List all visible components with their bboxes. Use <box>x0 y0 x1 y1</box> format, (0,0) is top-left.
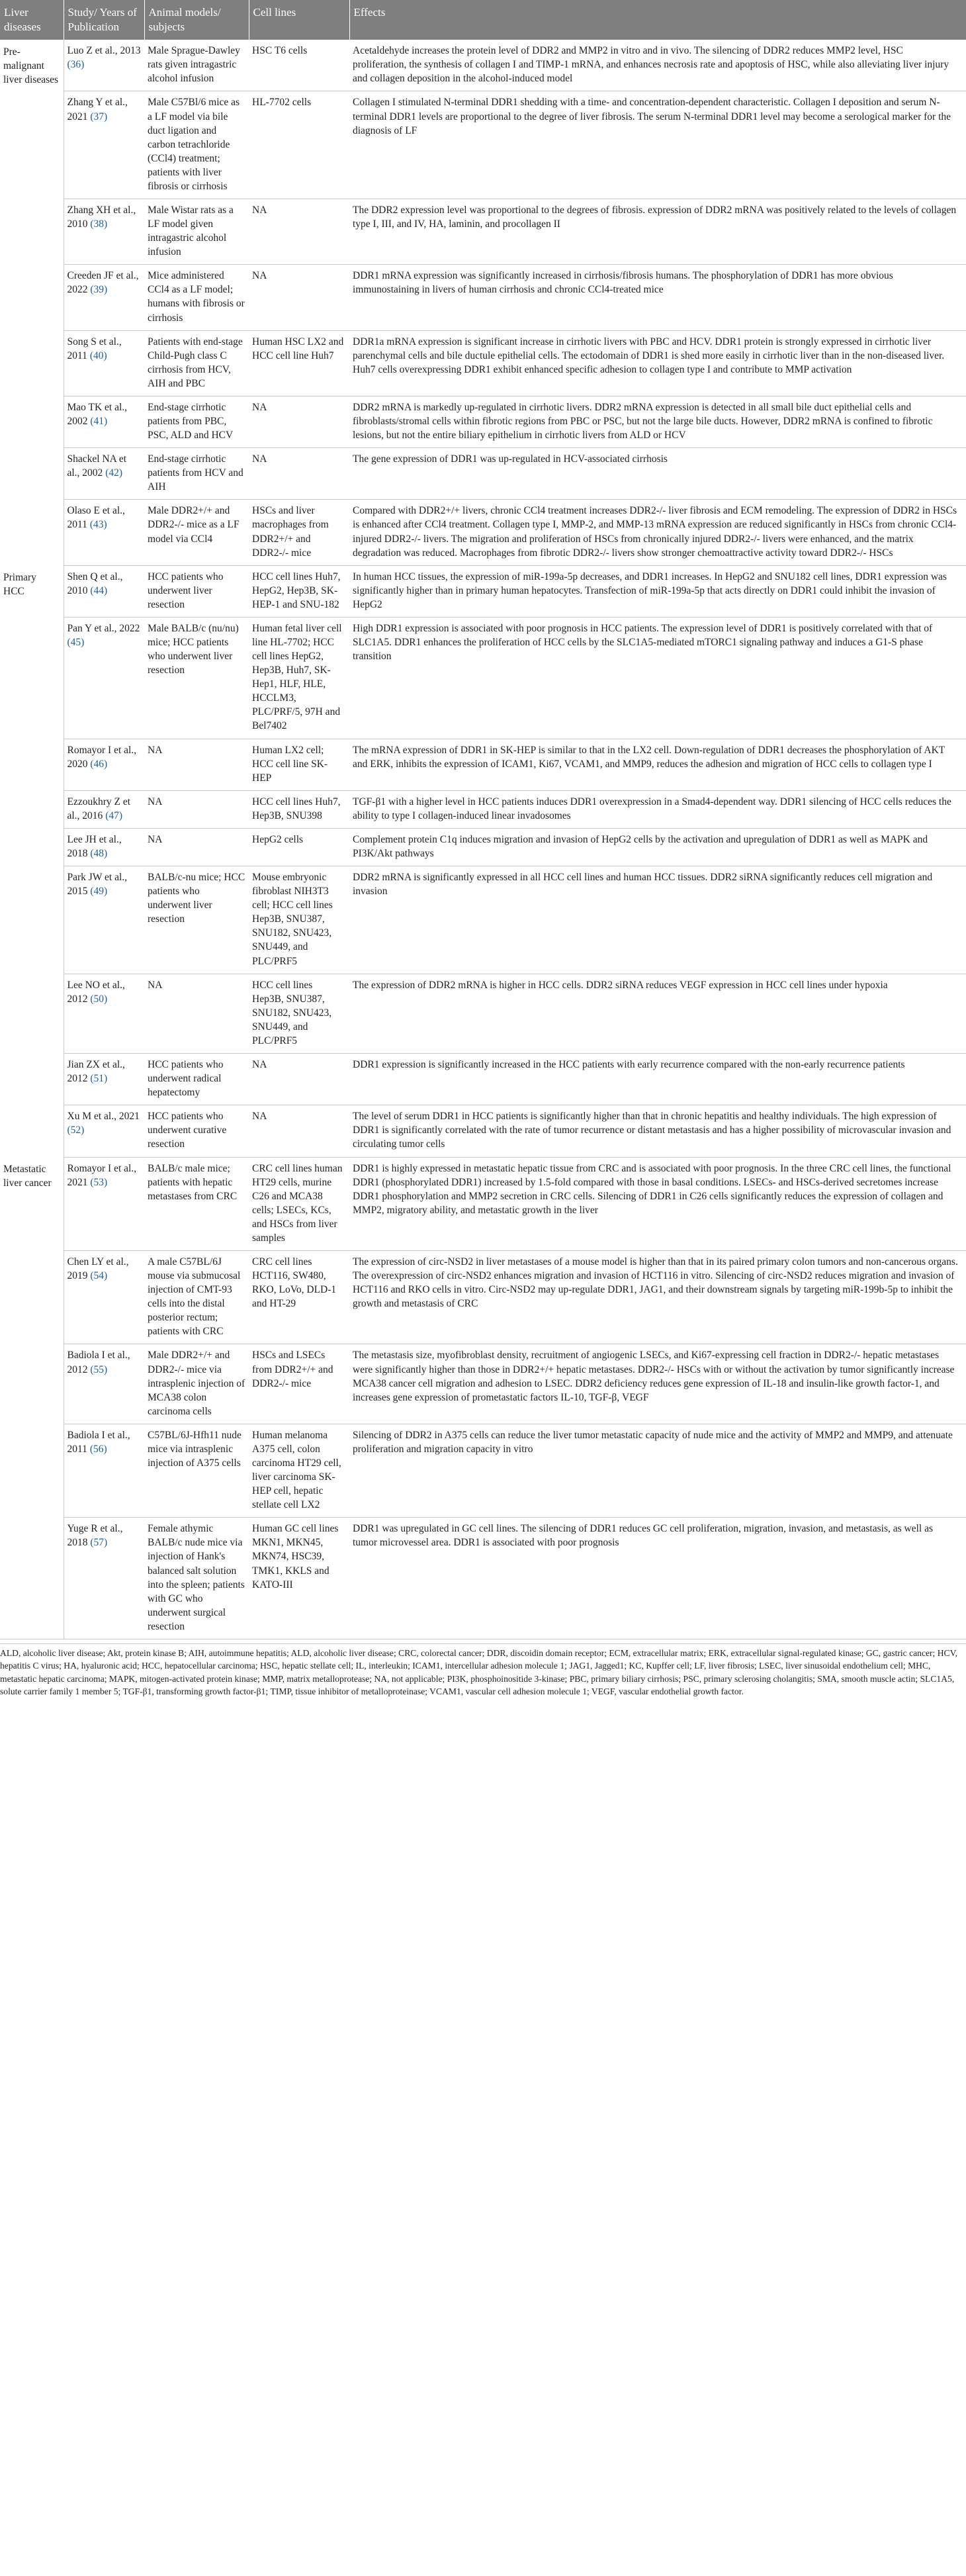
reference-link[interactable]: (56) <box>89 1443 107 1455</box>
effects-cell: The expression of DDR2 mRNA is higher in HCC cells. DDR2 siRNA reduces VEGF expression in HCC cell lines under hypoxia <box>349 974 966 1053</box>
study-cell <box>64 617 144 739</box>
study-name: Lee NO et al., 2012 <box>67 979 125 1005</box>
reference-link[interactable]: (52) <box>67 1125 85 1136</box>
study-cell <box>64 974 144 1053</box>
effects-cell: DDR2 mRNA is significantly expressed in all HCC cell lines and human HCC tissues. DDR2 siRNA significantly reduces cell migration and invasion <box>349 866 966 974</box>
study-cell <box>64 739 144 790</box>
table-row <box>0 91 966 199</box>
study-name: Zhang XH et al., 2010 <box>67 204 136 230</box>
cell-lines-cell: HSC T6 cells <box>249 40 349 91</box>
cell-lines-cell: HCC cell lines Huh7, Hep3B, SNU398 <box>249 790 349 828</box>
reference-link[interactable]: (49) <box>90 886 108 897</box>
cell-lines-cell: HSCs and liver macrophages from DDR2+/+ and DDR2-/- mice <box>249 500 349 565</box>
table-row <box>0 448 966 500</box>
study-cell <box>64 1344 144 1424</box>
reference-link[interactable]: (48) <box>90 848 108 860</box>
study-name: Xu M et al., 2021 <box>67 1111 140 1123</box>
study-cell <box>64 866 144 974</box>
cell-lines-cell: CRC cell lines HCT116, SW480, RKO, LoVo, DLD-1 and HT-29 <box>249 1250 349 1344</box>
table-row <box>0 199 966 264</box>
study-cell <box>64 448 144 500</box>
effects-cell: TGF-β1 with a higher level in HCC patients induces DDR1 overexpression in a Smad4-dependent way. DDR1 silencing of HCC cells reduces the ability to type I collagen-induced linear invadosomes <box>349 790 966 828</box>
table-row <box>0 828 966 866</box>
table-row <box>0 500 966 565</box>
animal-models-cell: End-stage cirrhotic patients from PBC, PSC, ALD and HCV <box>144 396 249 447</box>
animal-models-cell: Mice administered CCl4 as a LF model; humans with fibrosis or cirrhosis <box>144 265 249 330</box>
liver-disease-group: Primary HCC <box>0 565 64 1157</box>
effects-cell: DDR1 is highly expressed in metastatic hepatic tissue from CRC and is associated with poor prognosis. In the three CRC cell lines, the functional DDR1 (phosphorylated DDR1) increased by 1.5-fold compared with those in basal conditions. LSECs- and HSCs-derived secretomes increase DDR1 phosphorylation and MMP2 secretion in CRC cells. Silencing of DDR1 in C26 cells significantly reduces the expression of collagen and MMP2, migratory ability, and metastatic growth in the liver <box>349 1157 966 1250</box>
cell-lines-cell: NA <box>249 396 349 447</box>
reference-link[interactable]: (44) <box>90 584 108 596</box>
table-row <box>0 565 966 617</box>
animal-models-cell: BALB/c-nu mice; HCC patients who underwent liver resection <box>144 866 249 974</box>
study-name: Romayor I et al., 2021 <box>67 1162 137 1188</box>
cell-lines-cell: HCC cell lines Huh7, HepG2, Hep3B, SK-HEP-1 and SNU-182 <box>249 565 349 617</box>
animal-models-cell: Male DDR2+/+ and DDR2-/- mice via intrasplenic injection of MCA38 colon carcinoma cells <box>144 1344 249 1424</box>
reference-link[interactable]: (47) <box>105 809 123 821</box>
study-name: Romayor I et al., 2020 <box>67 744 137 770</box>
animal-models-cell: HCC patients who underwent radical hepatectomy <box>144 1054 249 1105</box>
study-name: Lee JH et al., 2018 <box>67 833 122 860</box>
animal-models-cell: C57BL/6J-Hfh11 nude mice via intrasplenic injection of A375 cells <box>144 1424 249 1517</box>
animal-models-cell: NA <box>144 828 249 866</box>
cell-lines-cell: Human fetal liver cell line HL-7702; HCC cell lines HepG2, Hep3B, Huh7, SK-Hep1, HLF, HLE, HCCLM3, PLC/PRF/5, 97H and Bel7402 <box>249 617 349 739</box>
study-name: Olaso E et al., 2011 <box>67 505 125 531</box>
study-name: Shackel NA et al., 2002 <box>67 453 127 479</box>
effects-cell: The gene expression of DDR1 was up-regulated in HCV-associated cirrhosis <box>349 448 966 500</box>
cell-lines-cell: Mouse embryonic fibroblast NIH3T3 cell; HCC cell lines Hep3B, SNU387, SNU182, SNU423, SNU449, and PLC/PRF5 <box>249 866 349 974</box>
reference-link[interactable]: (51) <box>90 1073 108 1085</box>
study-name: Luo Z et al., 2013 <box>67 45 141 57</box>
study-cell <box>64 91 144 199</box>
header-effects: Effects <box>349 0 966 40</box>
table-row <box>0 974 966 1053</box>
effects-cell: DDR2 mRNA is markedly up-regulated in cirrhotic livers. DDR2 mRNA expression is detected in all small bile duct epithelial cells and fibroblasts/stromal cells within fibrotic regions from PBC or PSC, but not the large bile ducts. However, DDR2 mRNA is confined to fibrotic lesions, but not the entire biliary epithelium in cirrhotic livers from ALD or HCV <box>349 396 966 447</box>
study-name: Jian ZX et al., 2012 <box>67 1059 125 1085</box>
cell-lines-cell: NA <box>249 1054 349 1105</box>
reference-link[interactable]: (46) <box>90 758 108 770</box>
animal-models-cell: Patients with end-stage Child-Pugh class C cirrhosis from HCV, AIH and PBC <box>144 330 249 396</box>
table-row <box>0 1105 966 1157</box>
study-cell <box>64 500 144 565</box>
effects-cell: DDR1 expression is significantly increased in the HCC patients with early recurrence compared with the non-early recurrence patients <box>349 1054 966 1105</box>
header-animal-models: Animal models/ subjects <box>144 0 249 40</box>
animal-models-cell: HCC patients who underwent curative resection <box>144 1105 249 1157</box>
table-row <box>0 1518 966 1639</box>
animal-models-cell: A male C57BL/6J mouse via submucosal injection of CMT-93 cells into the distal posterior rectum; patients with CRC <box>144 1250 249 1344</box>
table-row <box>0 1344 966 1424</box>
cell-lines-cell: NA <box>249 448 349 500</box>
cell-lines-cell: Human HSC LX2 and HCC cell line Huh7 <box>249 330 349 396</box>
effects-cell: Acetaldehyde increases the protein level of DDR2 and MMP2 in vitro and in vivo. The silencing of DDR2 reduces MMP2 level, HSC proliferation, the synthesis of collagen I and TIMP-1 mRNA, and enhances necrosis rate and apoptosis of HSC, while also alleviating liver injury and collagen deposition in the alcohol-induced model <box>349 40 966 91</box>
reference-link[interactable]: (45) <box>67 637 85 648</box>
effects-cell: The mRNA expression of DDR1 in SK-HEP is similar to that in the LX2 cell. Down-regulation of DDR1 decreases the phosphorylation of AKT and ERK, inhibits the expression of ICAM1, Ki67, VCAM1, and MMP9, reduces the adhesion and migration of HCC cells to collagen type I <box>349 739 966 790</box>
animal-models-cell: Female athymic BALB/c nude mice via injection of Hank's balanced salt solution into the spleen; patients with GC who underwent surgical resection <box>144 1518 249 1639</box>
animal-models-cell: HCC patients who underwent liver resection <box>144 565 249 617</box>
study-name: Park JW et al., 2015 <box>67 872 128 897</box>
study-name: Yuge R et al., 2018 <box>67 1523 123 1549</box>
table-row <box>0 396 966 447</box>
table-row <box>0 330 966 396</box>
effects-cell: The DDR2 expression level was proportional to the degrees of fibrosis. expression of DDR2 mRNA was positively related to the levels of collagen type I, III, and IV, HA, laminin, and procollagen II <box>349 199 966 264</box>
table-row <box>0 1157 966 1250</box>
table-body <box>0 40 966 1639</box>
study-name: Zhang Y et al., 2021 <box>67 97 128 122</box>
reference-link[interactable]: (55) <box>90 1363 108 1375</box>
study-name: Pan Y et al., 2022 <box>67 622 140 634</box>
study-cell <box>64 565 144 617</box>
table-row <box>0 739 966 790</box>
study-cell <box>64 330 144 396</box>
cell-lines-cell: NA <box>249 265 349 330</box>
table-row <box>0 1424 966 1517</box>
cell-lines-cell: HL-7702 cells <box>249 91 349 199</box>
study-cell <box>64 1105 144 1157</box>
study-name: Mao TK et al., 2002 <box>67 401 128 427</box>
header-row <box>0 0 966 40</box>
study-name: Badiola I et al., 2012 <box>67 1350 130 1375</box>
cell-lines-cell: HSCs and LSECs from DDR2+/+ and DDR2-/- mice <box>249 1344 349 1424</box>
animal-models-cell: End-stage cirrhotic patients from HCV and AIH <box>144 448 249 500</box>
header-liver-diseases: Liver diseases <box>0 0 64 40</box>
reference-link[interactable]: (39) <box>90 284 108 296</box>
animal-models-cell: Male DDR2+/+ and DDR2-/- mice as a LF model via CCl4 <box>144 500 249 565</box>
study-name: Chen LY et al., 2019 <box>67 1256 129 1282</box>
study-name: Shen Q et al., 2010 <box>67 571 123 596</box>
cell-lines-cell: NA <box>249 199 349 264</box>
study-cell <box>64 1157 144 1250</box>
liver-disease-group: Pre-malignant liver diseases <box>0 40 64 565</box>
liver-disease-group: Metastatic liver cancer <box>0 1157 64 1639</box>
reference-link[interactable]: (41) <box>90 415 108 427</box>
table-row <box>0 617 966 739</box>
effects-cell: Complement protein C1q induces migration and invasion of HepG2 cells by the activation and upregulation of DDR1 as well as MAPK and PI3K/Akt pathways <box>349 828 966 866</box>
cell-lines-cell: NA <box>249 1105 349 1157</box>
table-row <box>0 265 966 330</box>
animal-models-cell: Male Wistar rats as a LF model given intragastric alcohol infusion <box>144 199 249 264</box>
reference-link[interactable]: (42) <box>105 467 123 479</box>
animal-models-cell: Male Sprague-Dawley rats given intragastric alcohol infusion <box>144 40 249 91</box>
reference-link[interactable]: (37) <box>90 111 108 122</box>
table-footnote: ALD, alcoholic liver disease; Akt, protein kinase B; AIH, autoimmune hepatitis; ALD, alcoholic liver disease; CRC, colorectal cancer; DDR, discoidin domain receptor; ECM, extracellular matrix; ERK, extracellular signal-regulated kinase; GC, gastric cancer; HCV, hepatitis C virus; HA, hyaluronic acid; HCC, hepatocellular carcinoma; HSC, hepatic stellate cell; IL, interleukin; ICAM1, intercellular adhesion molecule 1; JAG1, Jagged1; KC, Kupffer cell; LF, liver fibrosis; LSEC, liver sinusoidal endothelium cell; MHC, metastatic hepatic carcinoma; MAPK, mitogen-activated protein kinase; MMP, matrix metalloprotease; NA, not applicable; PI3K, phosphoinositide 3-kinase; PBC, primary biliary cirrhosis; PSC, primary sclerosing cholangitis; SMA, smooth muscle actin; SLC1A5, solute carrier family 1 member 5; TGF-β1, transforming growth factor-β1; TIMP, tissue inhibitor of metalloproteinase; VCAM1, vascular cell adhesion molecule 1; VEGF, vascular endothelial growth factor. <box>0 1643 966 1698</box>
effects-cell: High DDR1 expression is associated with poor prognosis in HCC patients. The expression level of DDR1 is positively correlated with that of SLC1A5. DDR1 enhances the proliferation of HCC cells by the SLC1A5-mediated mTORC1 signaling pathway and induces a G1-S phase transition <box>349 617 966 739</box>
study-cell <box>64 1250 144 1344</box>
study-cell <box>64 265 144 330</box>
animal-models-cell: NA <box>144 974 249 1053</box>
table-row <box>0 1054 966 1105</box>
effects-cell: Silencing of DDR2 in A375 cells can reduce the liver tumor metastatic capacity of nude mice and the activity of MMP2 and MMP9, and attenuate proliferation and migration capacity in vitro <box>349 1424 966 1517</box>
cell-lines-cell: Human LX2 cell; HCC cell line SK-HEP <box>249 739 349 790</box>
reference-link[interactable]: (43) <box>89 519 107 531</box>
reference-link[interactable]: (36) <box>67 59 85 71</box>
reference-link[interactable]: (53) <box>90 1176 108 1188</box>
header-study-years: Study/ Years of Publication <box>64 0 144 40</box>
reference-link[interactable]: (57) <box>90 1537 108 1549</box>
study-cell <box>64 1424 144 1517</box>
study-name: Ezzoukhry Z et al., 2016 <box>67 796 131 821</box>
reference-link[interactable]: (38) <box>90 218 108 230</box>
effects-cell: DDR1 was upregulated in GC cell lines. The silencing of DDR1 reduces GC cell proliferation, migration, invasion, and metastasis, as well as tumor microvessel area. DDR1 is associated with poor prognosis <box>349 1518 966 1639</box>
cell-lines-cell: Human melanoma A375 cell, colon carcinoma HT29 cell, liver carcinoma SK-HEP cell, hepatic stellate cell LX2 <box>249 1424 349 1517</box>
study-name: Song S et al., 2011 <box>67 336 122 361</box>
reference-link[interactable]: (50) <box>90 993 108 1005</box>
animal-models-cell: BALB/c male mice; patients with hepatic metastases from CRC <box>144 1157 249 1250</box>
study-cell <box>64 790 144 828</box>
effects-cell: The expression of circ-NSD2 in liver metastases of a mouse model is higher than that in its paired primary colon tumors and non-cancerous organs. The overexpression of circ-NSD2 enhances migration and invasion of HCT116 in vitro. Silencing of circ-NSD2 reduces migration and invasion of HCT116 and RKO cells in vitro. Circ-NSD2 may up-regulate DDR1, JAG1, and their downstream signals by targeting miR-199b-5p to inhibit the growth and metastasis of CRC <box>349 1250 966 1344</box>
cell-lines-cell: HCC cell lines Hep3B, SNU387, SNU182, SNU423, SNU449, and PLC/PRF5 <box>249 974 349 1053</box>
study-name: Creeden JF et al., 2022 <box>67 270 139 296</box>
animal-models-cell: Male BALB/c (nu/nu) mice; HCC patients who underwent liver resection <box>144 617 249 739</box>
study-cell <box>64 1518 144 1639</box>
study-cell <box>64 828 144 866</box>
animal-models-cell: NA <box>144 739 249 790</box>
cell-lines-cell: HepG2 cells <box>249 828 349 866</box>
study-cell <box>64 396 144 447</box>
effects-cell: DDR1 mRNA expression was significantly increased in cirrhosis/fibrosis humans. The phosphorylation of DDR1 has more obvious immunostaining in livers of human cirrhosis and chronic CCl4-treated mice <box>349 265 966 330</box>
effects-cell: DDR1a mRNA expression is significant increase in cirrhotic livers with PBC and HCV. DDR1 protein is strongly expressed in cirrhotic liver parenchymal cells and bile ductule epithelial cells. The ectodomain of DDR1 is shed more easily in cirrhotic liver than in the non-diseased liver. Huh7 cells overexpressing DDR1 exhibit enhanced specific adhesion to collagen type I and contribute to MMP activation <box>349 330 966 396</box>
effects-cell: Compared with DDR2+/+ livers, chronic CCl4 treatment increases DDR2-/- liver fibrosis and ECM remodeling. The expression of DDR2 in HSCs is enhanced after CCl4 treatment. Collagen type I, MMP-2, and MMP-13 mRNA expression are reduced significantly in HSCs from chronic CCl4-injured DDR2-/- livers. The migration and proliferation of HSCs from chronically injured DDR2-/- livers were enhanced, and the matrix degradation was reduced. Macrophages from fibrotic DDR2-/- livers show stronger chemoattractive activity toward DDR2-/- HSCs <box>349 500 966 565</box>
study-cell <box>64 40 144 91</box>
header-cell-lines: Cell lines <box>249 0 349 40</box>
effects-cell: Collagen I stimulated N-terminal DDR1 shedding with a time- and concentration-dependent characteristic. Collagen I deposition and serum N-terminal DDR1 levels are proportional to the degree of liver fibrosis. The serum N-terminal DDR1 level may become a serological marker for the diagnosis of LF <box>349 91 966 199</box>
effects-cell: The metastasis size, myofibroblast density, recruitment of angiogenic LSECs, and Ki67-expressing cell fraction in DDR2-/- hepatic metastases were significantly higher than those in DDR2+/+ hepatic metastases. DDR2-/- HSCs with or without the activation by tumor significantly increase MCA38 cancer cell migration and adhesion to LSEC. DDR2 deficiency reduces gene expression of IL-18 and insulin-like growth factor-1, and increases gene expression of prometastatic factors IL-10, TGF-β, VEGF <box>349 1344 966 1424</box>
study-cell <box>64 199 144 264</box>
table-row <box>0 1250 966 1344</box>
effects-cell: The level of serum DDR1 in HCC patients is significantly higher than that in chronic hepatitis and healthy individuals. The high expression of DDR1 is significantly correlated with the rate of tumor recurrence or distant metastasis and has a higher possibility of microvascular invasion and circulating tumor cells <box>349 1105 966 1157</box>
reference-link[interactable]: (54) <box>90 1270 108 1282</box>
cell-lines-cell: CRC cell lines human HT29 cells, murine C26 and MCA38 cells; LSECs, KCs, and HSCs from liver samples <box>249 1157 349 1250</box>
effects-cell: In human HCC tissues, the expression of miR-199a-5p decreases, and DDR1 increases. In HepG2 and SNU182 cell lines, DDR1 expression was significantly higher than in primary human hepatocytes. Transfection of miR-199a-5p that acts directly on DDR1 could inhibit the invasion of HepG2 <box>349 565 966 617</box>
table-row <box>0 866 966 974</box>
table-row <box>0 40 966 91</box>
study-cell <box>64 1054 144 1105</box>
cell-lines-cell: Human GC cell lines MKN1, MKN45, MKN74, HSC39, TMK1, KKLS and KATO-III <box>249 1518 349 1639</box>
animal-models-cell: Male C57Bl/6 mice as a LF model via bile duct ligation and carbon tetrachloride (CCl4) treatment; patients with liver fibrosis or cirrhosis <box>144 91 249 199</box>
reference-link[interactable]: (40) <box>89 349 107 361</box>
study-name: Badiola I et al., 2011 <box>67 1429 130 1455</box>
table-header <box>0 0 966 40</box>
animal-models-cell: NA <box>144 790 249 828</box>
table-row <box>0 790 966 828</box>
